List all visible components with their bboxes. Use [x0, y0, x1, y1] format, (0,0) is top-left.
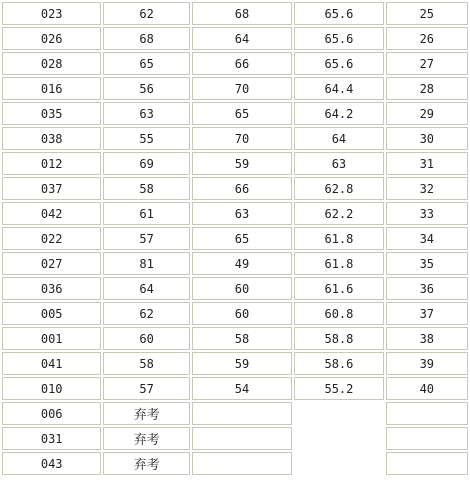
score-a-cell: 64	[103, 277, 189, 300]
rank-cell: 36	[386, 277, 468, 300]
candidate-id-cell: 041	[2, 352, 101, 375]
score-a-cell: 62	[103, 302, 189, 325]
total-score-cell: 60.8	[294, 302, 383, 325]
score-a-cell: 62	[103, 2, 189, 25]
candidate-id-cell: 012	[2, 152, 101, 175]
score-b-cell: 58	[192, 327, 292, 350]
table-row	[2, 377, 468, 400]
table-row	[2, 227, 468, 250]
total-score-cell: 63	[294, 152, 383, 175]
score-table-body	[2, 2, 468, 475]
score-b-cell: 63	[192, 202, 292, 225]
table-row	[2, 327, 468, 350]
score-a-cell: 68	[103, 27, 189, 50]
rank-cell: 29	[386, 102, 468, 125]
table-row-absent	[2, 427, 468, 450]
candidate-id-cell: 016	[2, 77, 101, 100]
rank-cell: 31	[386, 152, 468, 175]
total-score-cell: 64.2	[294, 102, 383, 125]
candidate-id-cell: 037	[2, 177, 101, 200]
candidate-id-cell: 010	[2, 377, 101, 400]
empty-cell	[192, 452, 292, 475]
table-row	[2, 27, 468, 50]
score-a-cell: 81	[103, 252, 189, 275]
score-b-cell: 60	[192, 302, 292, 325]
score-b-cell: 65	[192, 227, 292, 250]
total-score-cell: 61.8	[294, 252, 383, 275]
score-a-cell: 55	[103, 127, 189, 150]
candidate-id-cell: 036	[2, 277, 101, 300]
score-b-cell: 70	[192, 77, 292, 100]
table-row	[2, 302, 468, 325]
rank-cell: 33	[386, 202, 468, 225]
total-score-cell: 65.6	[294, 27, 383, 50]
empty-cell	[386, 427, 468, 450]
rank-cell: 32	[386, 177, 468, 200]
table-row	[2, 152, 468, 175]
candidate-id-cell: 038	[2, 127, 101, 150]
total-score-cell: 65.6	[294, 52, 383, 75]
candidate-id-cell: 043	[2, 452, 101, 475]
candidate-id-cell: 031	[2, 427, 101, 450]
empty-cell	[386, 452, 468, 475]
table-row	[2, 77, 468, 100]
empty-cell	[192, 402, 292, 425]
table-row-absent	[2, 452, 468, 475]
score-b-cell: 59	[192, 352, 292, 375]
candidate-id-cell: 022	[2, 227, 101, 250]
score-a-cell: 58	[103, 352, 189, 375]
rank-cell: 35	[386, 252, 468, 275]
score-b-cell: 66	[192, 177, 292, 200]
score-b-cell: 65	[192, 102, 292, 125]
score-a-cell: 58	[103, 177, 189, 200]
rank-cell: 30	[386, 127, 468, 150]
rank-cell: 34	[386, 227, 468, 250]
table-row-absent	[2, 402, 468, 425]
candidate-id-cell: 026	[2, 27, 101, 50]
table-row	[2, 2, 468, 25]
table-row	[2, 127, 468, 150]
score-a-cell: 57	[103, 227, 189, 250]
score-a-cell: 69	[103, 152, 189, 175]
score-a-cell: 57	[103, 377, 189, 400]
rank-cell: 26	[386, 27, 468, 50]
rank-cell: 40	[386, 377, 468, 400]
candidate-id-cell: 042	[2, 202, 101, 225]
candidate-id-cell: 027	[2, 252, 101, 275]
empty-cell	[294, 402, 383, 425]
table-row	[2, 177, 468, 200]
table-row	[2, 352, 468, 375]
empty-cell	[192, 427, 292, 450]
candidate-id-cell: 006	[2, 402, 101, 425]
score-b-cell: 68	[192, 2, 292, 25]
candidate-id-cell: 028	[2, 52, 101, 75]
table-row	[2, 277, 468, 300]
total-score-cell: 62.8	[294, 177, 383, 200]
total-score-cell: 62.2	[294, 202, 383, 225]
table-row	[2, 52, 468, 75]
total-score-cell: 61.6	[294, 277, 383, 300]
total-score-cell: 55.2	[294, 377, 383, 400]
rank-cell: 38	[386, 327, 468, 350]
rank-cell: 28	[386, 77, 468, 100]
score-b-cell: 64	[192, 27, 292, 50]
candidate-id-cell: 035	[2, 102, 101, 125]
score-b-cell: 49	[192, 252, 292, 275]
absent-status-cell: 弃考	[103, 427, 189, 450]
score-b-cell: 59	[192, 152, 292, 175]
total-score-cell: 61.8	[294, 227, 383, 250]
total-score-cell: 64	[294, 127, 383, 150]
table-row	[2, 102, 468, 125]
table-row	[2, 252, 468, 275]
total-score-cell: 58.8	[294, 327, 383, 350]
score-a-cell: 56	[103, 77, 189, 100]
score-b-cell: 66	[192, 52, 292, 75]
empty-cell	[294, 427, 383, 450]
score-a-cell: 65	[103, 52, 189, 75]
score-b-cell: 54	[192, 377, 292, 400]
rank-cell: 27	[386, 52, 468, 75]
rank-cell: 39	[386, 352, 468, 375]
candidate-id-cell: 023	[2, 2, 101, 25]
total-score-cell: 65.6	[294, 2, 383, 25]
score-a-cell: 63	[103, 102, 189, 125]
table-row	[2, 202, 468, 225]
absent-status-cell: 弃考	[103, 402, 189, 425]
total-score-cell: 58.6	[294, 352, 383, 375]
candidate-id-cell: 005	[2, 302, 101, 325]
score-b-cell: 70	[192, 127, 292, 150]
empty-cell	[294, 452, 383, 475]
empty-cell	[386, 402, 468, 425]
rank-cell: 37	[386, 302, 468, 325]
score-b-cell: 60	[192, 277, 292, 300]
absent-status-cell: 弃考	[103, 452, 189, 475]
rank-cell: 25	[386, 2, 468, 25]
total-score-cell: 64.4	[294, 77, 383, 100]
score-a-cell: 61	[103, 202, 189, 225]
score-a-cell: 60	[103, 327, 189, 350]
candidate-id-cell: 001	[2, 327, 101, 350]
